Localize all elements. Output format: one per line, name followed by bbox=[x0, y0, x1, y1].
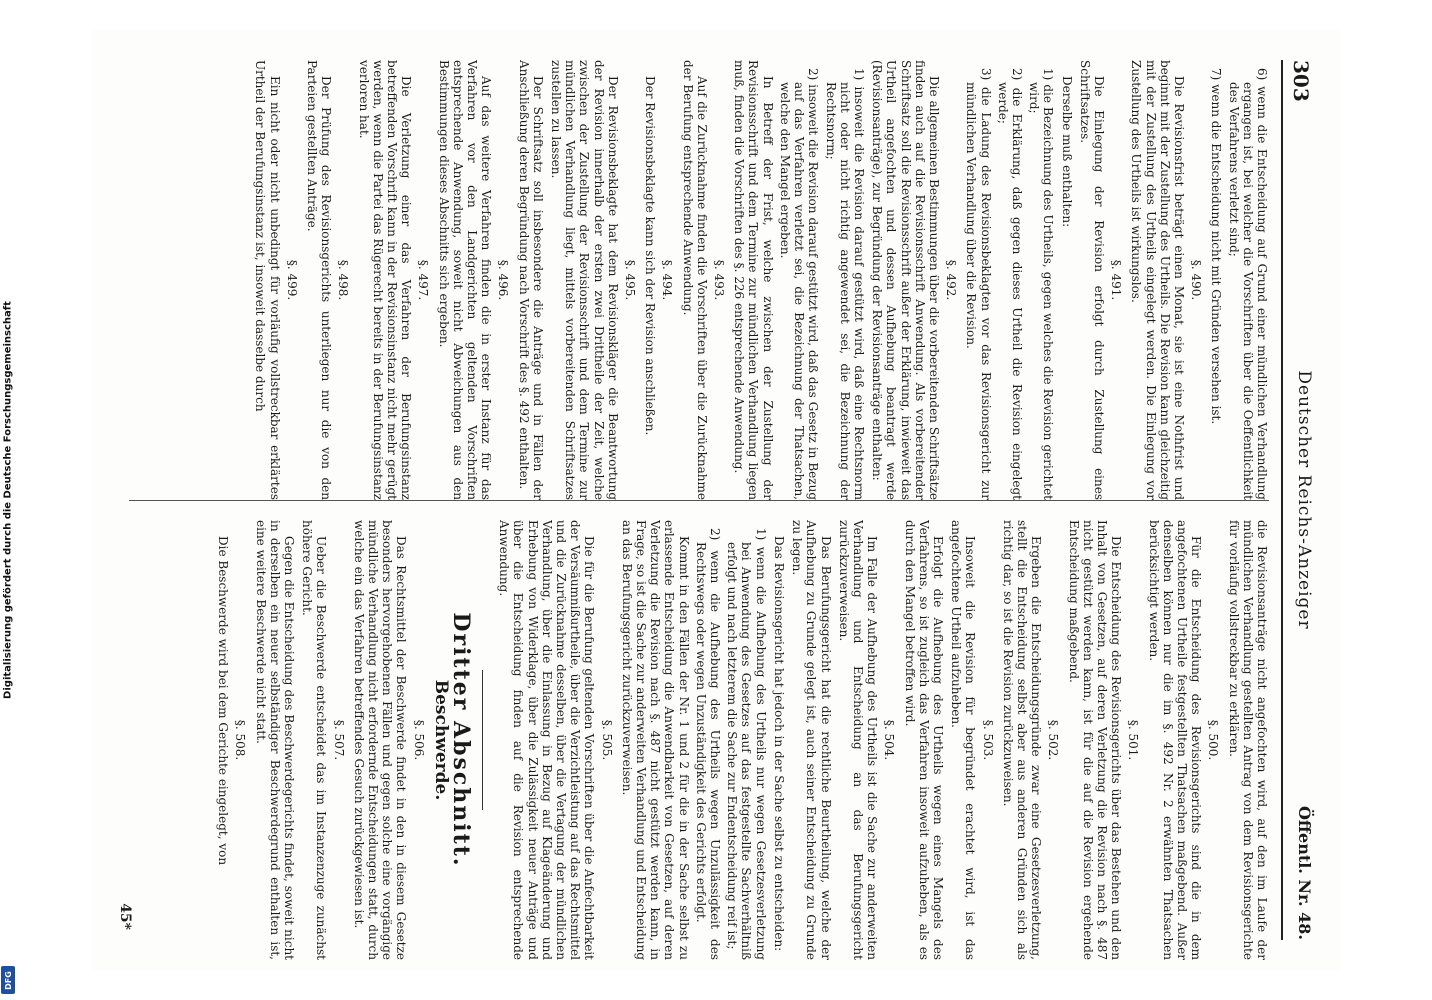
rotated-document-page bbox=[91, 30, 1341, 970]
paragraph: Die Revisionsfrist beträgt einen Monat, sie ist eine Nothfrist und beginnt mit der Zustellung des Urtheils. Die Revision kann gleichzeitig mit der Zustellung des Urtheils eingelegt werden. Die Einlegung vor Zustellung des Urtheils ist wirkungslos. bbox=[1129, 60, 1186, 500]
left-column bbox=[129, 60, 1269, 500]
section-number: §. 491. bbox=[1109, 259, 1124, 301]
list-item: 6) wenn die Entscheidung auf Grund einer mündlichen Verhandlung ergangen ist, bei welcher die Vorschriften über die Oeffentlichkeit des Verfahrens verletzt sind; bbox=[1226, 68, 1269, 500]
gazette-reference: Öffentl. Nr. 48. bbox=[1295, 805, 1314, 940]
paragraph: Insoweit die Revision für begründet erachtet wird, ist das angefochtene Urtheil aufzuheben. bbox=[949, 520, 978, 960]
paragraph: Das Rechtsmittel der Beschwerde findet in den in diesem Gesetze besonders hervorgehobenen Fällen und gegen solche eine vorgängige mündliche Verhandlung nicht erfordernde Entscheidungen statt, durch welche ein das Verfahren betreffendes Gesuch zurückgewiesen ist. bbox=[351, 520, 409, 960]
section-number: §. 507. bbox=[331, 719, 346, 761]
section-number: §. 497. bbox=[416, 259, 431, 301]
paragraph: Die Entscheidung des Revisionsgerichts über das Bestehen und den Inhalt von Gesetzen, auf deren Verletzung die Revision nach §. 487 nicht gestützt werden kann, ist für die auf die Revision ergehende Entscheidung maßgebend. bbox=[1066, 520, 1124, 960]
section-number: §. 508. bbox=[233, 719, 248, 761]
dfg-logo bbox=[1, 966, 15, 994]
paragraph: Die Beschwerde wird bei dem Gerichte eingelegt, von bbox=[216, 536, 231, 866]
section-number: §. 496. bbox=[496, 259, 511, 301]
section-number: §. 500. bbox=[1206, 719, 1221, 761]
paragraph: Die Verletzung einer das Verfahren der Berufungsinstanz betreffenden Vorschrift kann in der Revisionsinstanz nicht mehr gerügt werden, wenn die Partei das Rügerecht bereits in der Berufungsinstanz verloren hat. bbox=[356, 60, 414, 500]
section-number: §. 505. bbox=[599, 719, 614, 761]
paragraph: Derselbe muß enthalten: bbox=[1059, 76, 1074, 228]
paragraph: Für die Entscheidung des Revisionsgerichts sind die in dem angefochtenen Urtheile festgestellten Thatsachen maßgebend. Außer denselben können nur die im §. 492 Nr. 2 erwähnten Thatsachen berücksichtigt werden. bbox=[1146, 520, 1204, 960]
digitization-credit-text: Digitalisierung gefördert durch die Deutsche Forschungsgemeinschaft bbox=[2, 301, 14, 699]
paragraph: die Revisionsanträge nicht angefochten wird, auf den im Laufe der mündlichen Verhandlung gestellten Antrag von dem Revisionsgerichte für vorläufig vollstreckbar zu erklären. bbox=[1226, 520, 1269, 960]
section-number: §. 493. bbox=[712, 259, 727, 301]
section-number: §. 504. bbox=[882, 719, 897, 761]
section-heading: Dritter Abschnitt. bbox=[448, 612, 475, 868]
paragraph: Die Einlegung der Revision erfolgt durch Zustellung eines Schriftsatzes. bbox=[1077, 60, 1106, 500]
section-number: §. 499. bbox=[284, 259, 299, 301]
paragraph: Erfolgt die Aufhebung des Urtheils wegen eines Mangels des Verfahrens, so ist zugleich das Verfahren insoweit aufzuheben, als es durch den Mangel betroffen wird. bbox=[902, 520, 945, 960]
paragraph: Gegen die Entscheidung des Beschwerdegerichts findet, soweit nicht in derselben ein neuer selbständiger Beschwerdegrund enthalten ist, eine weitere Beschwerde nicht statt. bbox=[253, 520, 297, 960]
running-title: Deutscher Reichs-Anzeiger bbox=[1294, 370, 1314, 630]
digitization-credit-strip bbox=[0, 0, 16, 1000]
section-number: §. 498. bbox=[336, 259, 351, 301]
section-number: §. 495. bbox=[623, 259, 638, 301]
paragraph: Ein nicht oder nicht unbedingt für vorläufig vollstreckbar erklärtes Urtheil der Berufungsinstanz ist, insoweit dasselbe durch bbox=[253, 60, 282, 500]
paragraph: Das Revisionsgericht hat jedoch in der Sache selbst zu entscheiden: bbox=[771, 536, 786, 952]
paragraph: Kommt in den Fällen der Nr. 1 und 2 für die in der Sache selbst zu erlassende Entscheidung die Anwendbarkeit von Gesetzen, auf deren Verletzung die Revision nach §. 487 nicht gestützt werden kann, in Frage, so ist die Sache zur anderweiten Verhandlung und Entscheidung an das Berufungsgericht zurückzuverweisen. bbox=[619, 520, 691, 960]
list-item: 2) wenn die Aufhebung des Urtheils wegen Unzulässigkeit des Rechtswegs oder wegen Unzuständigkeit des Gerichts erfolgt. bbox=[693, 528, 723, 960]
paragraph: Ergeben die Entscheidungsgründe zwar eine Gesetzesverletzung, stellt die Entscheidung selbst aber aus anderen Gründen sich als richtig dar, so ist die Revision zurückzuweisen. bbox=[1000, 520, 1044, 960]
dfg-logo-text: DFG bbox=[3, 970, 13, 990]
list-item: 3) die Ladung des Revisionsbeklagten vor das Revisionsgericht zur mündlichen Verhandlung über die Revision. bbox=[964, 68, 993, 500]
page-header bbox=[1281, 60, 1319, 940]
paragraph: In Betreff der Frist, welche zwischen der Zustellung der Revisionsschrift und dem Termine zur mündlichen Verhandlung liegen muß, finden die Vorschriften des §. 226 entsprechende Anwendung. bbox=[732, 60, 775, 500]
list-item: 2) insoweit die Revision darauf gestützt wird, daß das Gesetz in Bezug auf das Verfahren verletzt sei, die Bezeichnung der Thatsachen, welche den Mangel ergeben. bbox=[777, 68, 821, 500]
list-item: 1) insoweit die Revision darauf gestützt wird, daß eine Rechtsnorm nicht oder nicht richtig angewendet sei, die Bezeichnung der Rechtsnorm; bbox=[823, 68, 866, 500]
column-divider bbox=[129, 500, 1269, 501]
list-item: 2) die Erklärung, daß gegen dieses Urtheil die Revision eingelegt werde; bbox=[995, 68, 1024, 500]
paragraph: Auf das weitere Verfahren finden die in erster Instanz für das Verfahren vor den Landgerichten geltenden Vorschriften entsprechende Anwendung, soweit nicht Abweichungen aus den Bestimmungen dieses Abschnitts sich ergeben. bbox=[436, 60, 494, 500]
paragraph: Auf die Zurücknahme finden die Vorschriften über die Zurücknahme der Berufung entsprechende Anwendung. bbox=[680, 60, 709, 500]
section-number: §. 494. bbox=[660, 259, 675, 301]
paragraph: Die für die Berufung geltenden Vorschriften über die Anfechtbarkeit der Versäumnißurtheile, über die Verzichtleistung auf das Rechtsmittel und die Zurücknahme desselben, über die Vertagung der mündlichen Verhandlung, über die Einlassung in Bezug auf Klageänderung und Erhebung von Widerklage, über die Zulässigkeit neuer Anträge und über die Entscheidung finden auf die Revision entsprechende Anwendung. bbox=[497, 520, 597, 960]
paragraph: Der Prüfung des Revisionsgerichts unterliegen nur die von den Parteien gestellten Anträge. bbox=[305, 60, 334, 500]
list-item: 1) wenn die Aufhebung des Urtheils nur wegen Gesetzesverletzung bei Anwendung des Gesetzes auf das festgestellte Sachverhältniß erfolgt und nach letzterem die Sache zur Endentscheidung reif ist; bbox=[725, 528, 768, 960]
list-item: 7) wenn die Entscheidung nicht mit Gründen versehen ist. bbox=[1209, 68, 1224, 425]
paragraph: Der Schriftsatz soll insbesondere die Anträge und in Fällen der Anschließung deren Begründung nach Vorschrift des §. 492 enthalten. bbox=[516, 60, 545, 500]
section-rule bbox=[482, 670, 483, 810]
paragraph: Ueber die Beschwerde entscheidet das im Instanzenzuge zunächst höhere Gericht. bbox=[300, 520, 329, 960]
page-number: 303 bbox=[1289, 60, 1313, 102]
section-number: §. 502. bbox=[1046, 719, 1061, 761]
paragraph: Der Revisionsbeklagte hat dem Revisionskläger die Beantwortung der Revision innerhalb der ersten zwei Drittheile der Zeit, welche zwischen der Zustellung der Revisionsschrift und dem Termine zur mündlichen Verhandlung liegt, mittels vorbereitenden Schriftsatzes zustellen zu lassen. bbox=[549, 60, 620, 500]
list-item: 1) die Bezeichnung des Urtheils, gegen welches die Revision gerichtet wird; bbox=[1027, 68, 1056, 500]
section-number: §. 501. bbox=[1126, 719, 1141, 761]
section-number: §. 490. bbox=[1189, 259, 1204, 301]
section-number: §. 503. bbox=[980, 719, 995, 761]
section-number: §. 492. bbox=[944, 259, 959, 301]
paragraph: Im Falle der Aufhebung des Urtheils ist die Sache zur anderweiten Verhandlung und Entscheidung an das Berufungsgericht zurückzuverweisen. bbox=[836, 520, 880, 960]
paragraph: Die allgemeinen Bestimmungen über die vorbereitenden Schriftsätze finden auch auf die Revisionsschrift Anwendung. Als vorbereitender Schriftsatz soll die Revisionsschrift außer der Erklärung, inwieweit das Urtheil angefochten und dessen Aufhebung beantragt werde (Revisionsanträge), zur Begründung der Revisionsanträge enthalten: bbox=[870, 60, 941, 500]
right-column bbox=[129, 520, 1269, 960]
paragraph: Der Revisionsbeklagte kann sich der Revision anschließen. bbox=[643, 76, 658, 436]
sheet-signature: 45* bbox=[117, 903, 133, 930]
section-subheading: Beschwerde. bbox=[430, 679, 451, 801]
paragraph: Das Berufungsgericht hat die rechtliche Beurtheilung, welche der Aufhebung zu Grunde gelegt ist, auch seiner Entscheidung zu Grunde zu legen. bbox=[790, 520, 833, 960]
section-number: §. 506. bbox=[411, 719, 426, 761]
